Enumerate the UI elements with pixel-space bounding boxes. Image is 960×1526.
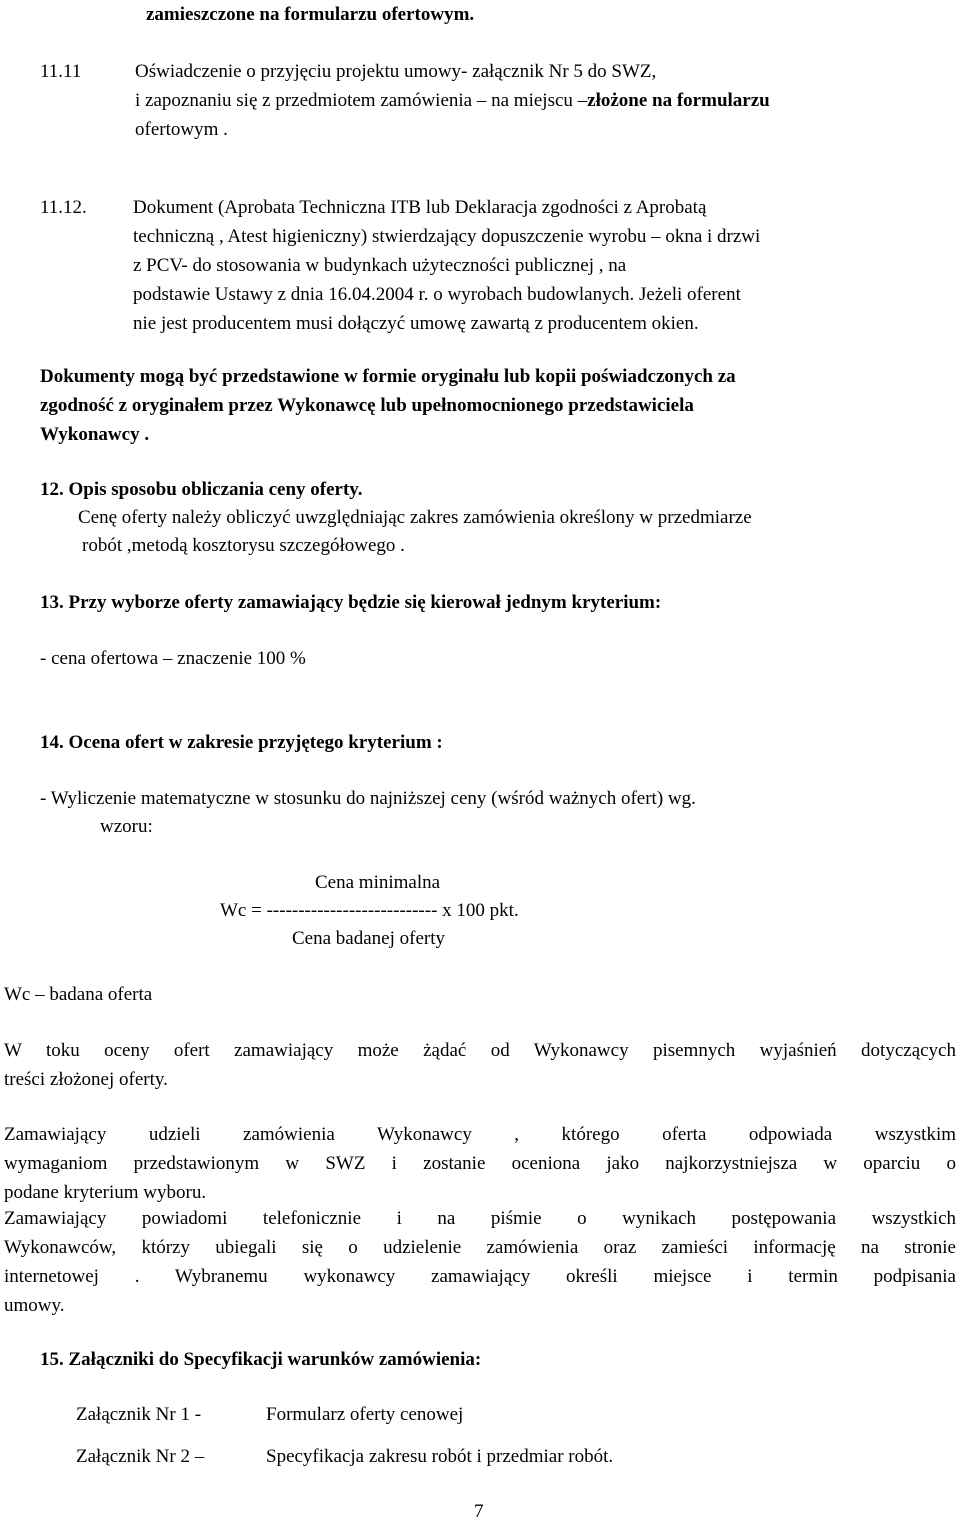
para-explain-line: treści złożonej oferty.: [4, 1069, 168, 1090]
para-explain: [4, 1036, 956, 1094]
item-11-11-number: 11.11: [40, 61, 82, 82]
section-14-bullet-line2: wzoru:: [100, 816, 153, 837]
para-award-line: wymaganiom przedstawionym w SWZ i zostanie oceniona jako najkorzystniejsza w oparciu o: [4, 1153, 956, 1174]
item-11-11-line2-plain: i zapoznaniu się z przedmiotem zamówienia – na miejscu –: [135, 90, 588, 111]
documents-note-line: Wykonawcy .: [40, 424, 150, 445]
item-11-12-line: techniczną , Atest higieniczny) stwierdzający dopuszczenie wyrobu – okna i drzwi: [133, 226, 761, 247]
documents-note: [40, 362, 940, 449]
section-12-heading: 12. Opis sposobu obliczania ceny oferty.: [40, 479, 363, 500]
para-notify-line: umowy.: [4, 1295, 65, 1316]
item-11-11-line: ofertowym .: [135, 119, 228, 140]
item-11-12-line: podstawie Ustawy z dnia 16.04.2004 r. o wyrobach budowlanych. Jeżeli oferent: [133, 284, 741, 305]
wc-definition: Wc – badana oferta: [4, 984, 153, 1005]
item-11-11-line2-bold: złożone na formularzu: [587, 90, 770, 111]
section-15-heading: 15. Załączniki do Specyfikacji warunków zamówienia:: [40, 1349, 482, 1370]
section-13-heading: 13. Przy wyborze oferty zamawiający będzie się kierował jednym kryterium:: [40, 592, 662, 613]
section-12-line2: robót ,metodą kosztorysu szczegółowego .: [82, 535, 405, 556]
section-14-heading: 14. Ocena ofert w zakresie przyjętego kryterium :: [40, 732, 443, 753]
para-notify-line: Zamawiający powiadomi telefonicznie i na piśmie o wynikach postępowania wszystkich: [4, 1208, 956, 1229]
attachment-desc: Formularz oferty cenowej: [266, 1404, 464, 1425]
para-award-line: podane kryterium wyboru.: [4, 1182, 207, 1203]
section-14-bullet-line1: - Wyliczenie matematyczne w stosunku do najniższej ceny (wśród ważnych ofert) wg.: [40, 788, 696, 809]
item-11-11-line: Oświadczenie o przyjęciu projektu umowy- załącznik Nr 5 do SWZ,: [135, 61, 657, 82]
para-award: [4, 1120, 956, 1207]
section-12-line1: Cenę oferty należy obliczyć uwzględniając zakres zamówienia określony w przedmiarze: [78, 507, 752, 528]
item-11-11-text: [135, 57, 905, 144]
item-11-12-line: Dokument (Aprobata Techniczna ITB lub Deklaracja zgodności z Aprobatą: [133, 197, 707, 218]
item-11-12-line: z PCV- do stosowania w budynkach użyteczności publicznej , na: [133, 255, 627, 276]
attachment-desc: Specyfikacja zakresu robót i przedmiar robót.: [266, 1446, 614, 1467]
formula-denominator: Cena badanej oferty: [292, 928, 445, 949]
page-number: 7: [474, 1501, 484, 1522]
documents-note-line: Dokumenty mogą być przedstawione w formie oryginału lub kopii poświadczonych za: [40, 366, 736, 387]
attachment-label: Załącznik Nr 2 –: [76, 1446, 205, 1467]
top-line: zamieszczone na formularzu ofertowym.: [146, 4, 475, 25]
para-notify: [4, 1204, 956, 1320]
item-11-11-line: [135, 86, 905, 115]
formula-numerator: Cena minimalna: [315, 872, 441, 893]
section-13-criterion: - cena ofertowa – znaczenie 100 %: [40, 648, 306, 669]
documents-note-line: zgodność z oryginałem przez Wykonawcę lub upełnomocnionego przedstawiciela: [40, 395, 694, 416]
item-11-12-number: 11.12.: [40, 197, 87, 218]
item-11-12-line: nie jest producentem musi dołączyć umowę zawartą z producentem okien.: [133, 313, 699, 334]
formula-line: Wc = --------------------------- x 100 pkt.: [220, 900, 519, 921]
para-notify-line: internetowej . Wybranemu wykonawcy zamawiający określi miejsce i termin podpisania: [4, 1266, 956, 1287]
attachment-label: Załącznik Nr 1 -: [76, 1404, 202, 1425]
para-explain-line: W toku oceny ofert zamawiający może żądać od Wykonawcy pisemnych wyjaśnień dotyczących: [4, 1040, 956, 1061]
item-11-12-text: [133, 193, 923, 338]
para-award-line: Zamawiający udzieli zamówienia Wykonawcy , którego oferta odpowiada wszystkim: [4, 1124, 956, 1145]
para-notify-line: Wykonawców, którzy ubiegali się o udzielenie zamówienia oraz zamieści informację na stronie: [4, 1237, 956, 1258]
